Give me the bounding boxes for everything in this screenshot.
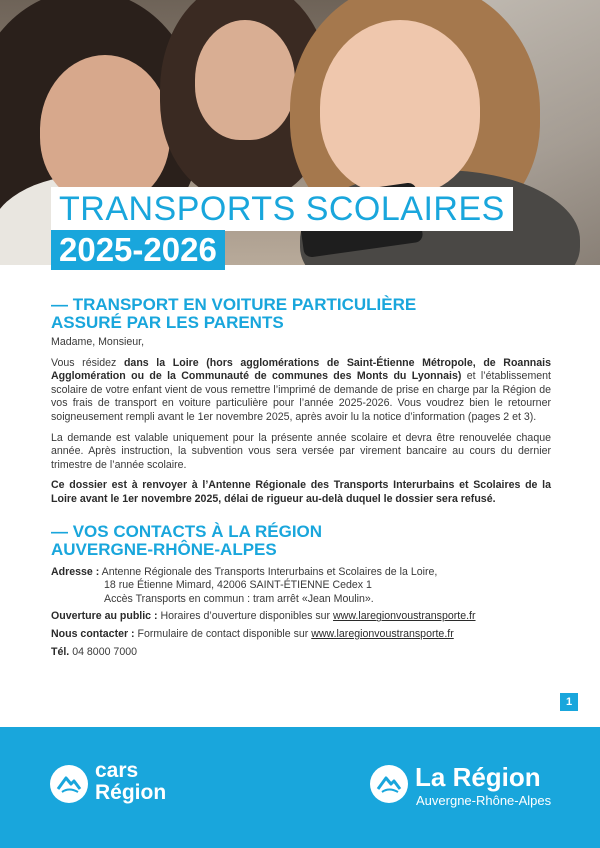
section-heading: — VOS CONTACTS À LA RÉGION AUVERGNE-RHÔNE-ALPES: [51, 521, 323, 559]
section-contacts: [51, 523, 551, 660]
website-link[interactable]: www.laregionvoustransporte.fr: [311, 627, 454, 640]
page-year: 2025-2026: [51, 230, 225, 270]
opening-hours: Ouverture au public : Horaires d’ouverture disponibles sur www.laregionvoustransporte.fr: [51, 610, 476, 623]
website-link[interactable]: www.laregionvoustransporte.fr: [333, 610, 476, 623]
section-heading: — TRANSPORT EN VOITURE PARTICULIÈRE ASSURÉ PAR LES PARENTS: [51, 295, 417, 332]
region-logo-subtitle: Auvergne-Rhône-Alpes: [416, 793, 552, 808]
cars-region-logo-icon: [50, 765, 88, 803]
address-street: 18 rue Étienne Mimard, 42006 SAINT-ÉTIENNE Cedex 1: [104, 579, 372, 592]
section-transport: [51, 296, 551, 507]
region-logo-title: La Région: [415, 762, 541, 792]
address-transport: Accès Transports en commun : tram arrêt «Jean Moulin».: [104, 592, 374, 605]
page-title: TRANSPORTS SCOLAIRES: [51, 187, 513, 231]
cars-region-logo-text: cars Région: [95, 759, 167, 804]
salutation: Madame, Monsieur,: [51, 336, 145, 348]
region-logo-icon: [370, 765, 408, 803]
paragraph-1: Vous résidez dans la Loire (hors agglomérations de Saint-Étienne Métropole, de Roannais Agglomération ou de la Communauté de communes des Monts du Lyonnais) et l’établissement scolaire de votre enfant vient de vous remettre l’imprimé de demande de prise en charge par la Région de vos frais de transport en voiture particulière pour l’année 2025-2026. Vous voudrez bien le retourner soigneusement rempli avant le 1er novembre 2025, après avoir lu la notice d’information (pages 2 et 3).: [51, 356, 551, 423]
paragraph-3: Ce dossier est à renvoyer à l’Antenne Régionale des Transports Interurbains et Scolaires de la Loire avant le 1er novembre 2025, délai de rigueur au-delà duquel le dossier sera refusé.: [51, 479, 551, 505]
address: Adresse : Antenne Régionale des Transports Interurbains et Scolaires de la Loire,: [51, 565, 438, 578]
paragraph-2: La demande est valable uniquement pour la présente année scolaire et devra être renouvelée chaque année. Après instruction, la subvention vous sera versée par virement bancaire au cours du dernier trimestre de l’année scolaire.: [51, 431, 551, 471]
page-number: 1: [560, 693, 578, 711]
telephone: Tél. 04 8000 7000: [51, 645, 137, 658]
contact-form: Nous contacter : Formulaire de contact disponible sur www.laregionvoustransporte.fr: [51, 627, 454, 640]
main-content: [51, 296, 551, 659]
